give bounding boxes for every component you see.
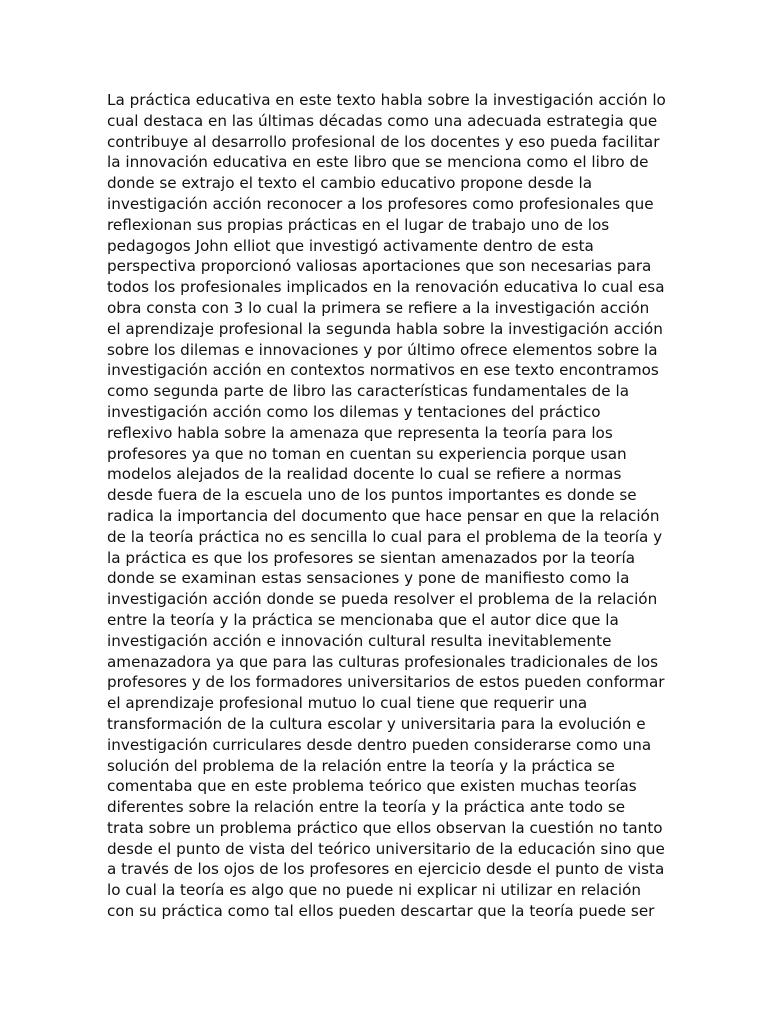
text-line: sobre los dilemas e innovaciones y por último ofrece elementos sobre la: [107, 340, 658, 359]
text-line: investigación acción en contextos normativos en ese texto encontramos: [107, 361, 659, 380]
text-line: trata sobre un problema práctico que ellos observan la cuestión no tanto: [107, 818, 663, 837]
text-line: lo cual la teoría es algo que no puede ni explicar ni utilizar en relación: [107, 881, 642, 900]
text-line: el aprendizaje profesional la segunda habla sobre la investigación acción: [107, 319, 663, 338]
text-line: todos los profesionales implicados en la renovación educativa lo cual esa: [107, 278, 665, 297]
text-line: investigación acción e innovación cultural resulta inevitablemente: [107, 631, 612, 650]
text-line: investigación curriculares desde dentro pueden considerarse como una: [107, 735, 652, 754]
text-line: reflexionan sus propias prácticas en el lugar de trabajo uno de los: [107, 215, 610, 234]
text-line: La práctica educativa en este texto habla sobre la investigación acción lo: [107, 91, 666, 109]
text-line: la práctica es que los profesores se sientan amenazados por la teoría: [107, 548, 636, 567]
text-line: transformación de la cultura escolar y universitaria para la evolución e: [107, 714, 646, 733]
text-line: investigación acción reconocer a los profesores como profesionales que: [107, 194, 654, 213]
body-paragraph: [107, 90, 667, 922]
text-line: contribuye al desarrollo profesional de los docentes y eso pueda facilitar: [107, 132, 660, 151]
text-line: diferentes sobre la relación entre la teoría y la práctica ante todo se: [107, 798, 626, 817]
text-line: modelos alejados de la realidad docente lo cual se refiere a normas: [107, 465, 622, 484]
text-line: la innovación educativa en este libro que se menciona como el libro de: [107, 153, 649, 172]
text-line: a través de los ojos de los profesores en ejercicio desde el punto de vista: [107, 860, 665, 879]
text-line: amenazadora ya que para las culturas profesionales tradicionales de los: [107, 652, 659, 671]
text-line: radica la importancia del documento que hace pensar en que la relación: [107, 506, 660, 525]
text-line: desde fuera de la escuela uno de los puntos importantes es donde se: [107, 486, 637, 505]
text-line: reflexivo habla sobre la amenaza que representa la teoría para los: [107, 423, 613, 442]
text-line: perspectiva proporcionó valiosas aportaciones que son necesarias para: [107, 257, 652, 276]
text-line: entre la teoría y la práctica se mencionaba que el autor dice que la: [107, 610, 619, 629]
text-line: con su práctica como tal ellos pueden descartar que la teoría puede ser: [107, 902, 655, 921]
text-line: solución del problema de la relación entre la teoría y la práctica se: [107, 756, 615, 775]
text-line: cual destaca en las últimas décadas como una adecuada estrategia que: [107, 111, 658, 130]
text-line: desde el punto de vista del teórico universitario de la educación sino que: [107, 839, 665, 858]
text-line: de la teoría práctica no es sencilla lo cual para el problema de la teoría y: [107, 527, 663, 546]
text-line: pedagogos John elliot que investigó activamente dentro de esta: [107, 236, 594, 255]
text-line: donde se extrajo el texto el cambio educativo propone desde la: [107, 174, 593, 193]
text-line: investigación acción donde se pueda resolver el problema de la relación: [107, 590, 658, 609]
text-line: como segunda parte de libro las características fundamentales de la: [107, 382, 630, 401]
text-line: profesores y de los formadores universitarios de estos pueden conformar: [107, 673, 665, 692]
text-line: investigación acción como los dilemas y tentaciones del práctico: [107, 402, 601, 421]
text-line: donde se examinan estas sensaciones y pone de manifiesto como la: [107, 569, 630, 588]
text-line: comentaba que en este problema teórico que existen muchas teorías: [107, 777, 637, 796]
text-line: obra consta con 3 lo cual la primera se refiere a la investigación acción: [107, 298, 650, 317]
text-line: el aprendizaje profesional mutuo lo cual tiene que requerir una: [107, 694, 588, 713]
text-line: profesores ya que no toman en cuentan su experiencia porque usan: [107, 444, 627, 463]
